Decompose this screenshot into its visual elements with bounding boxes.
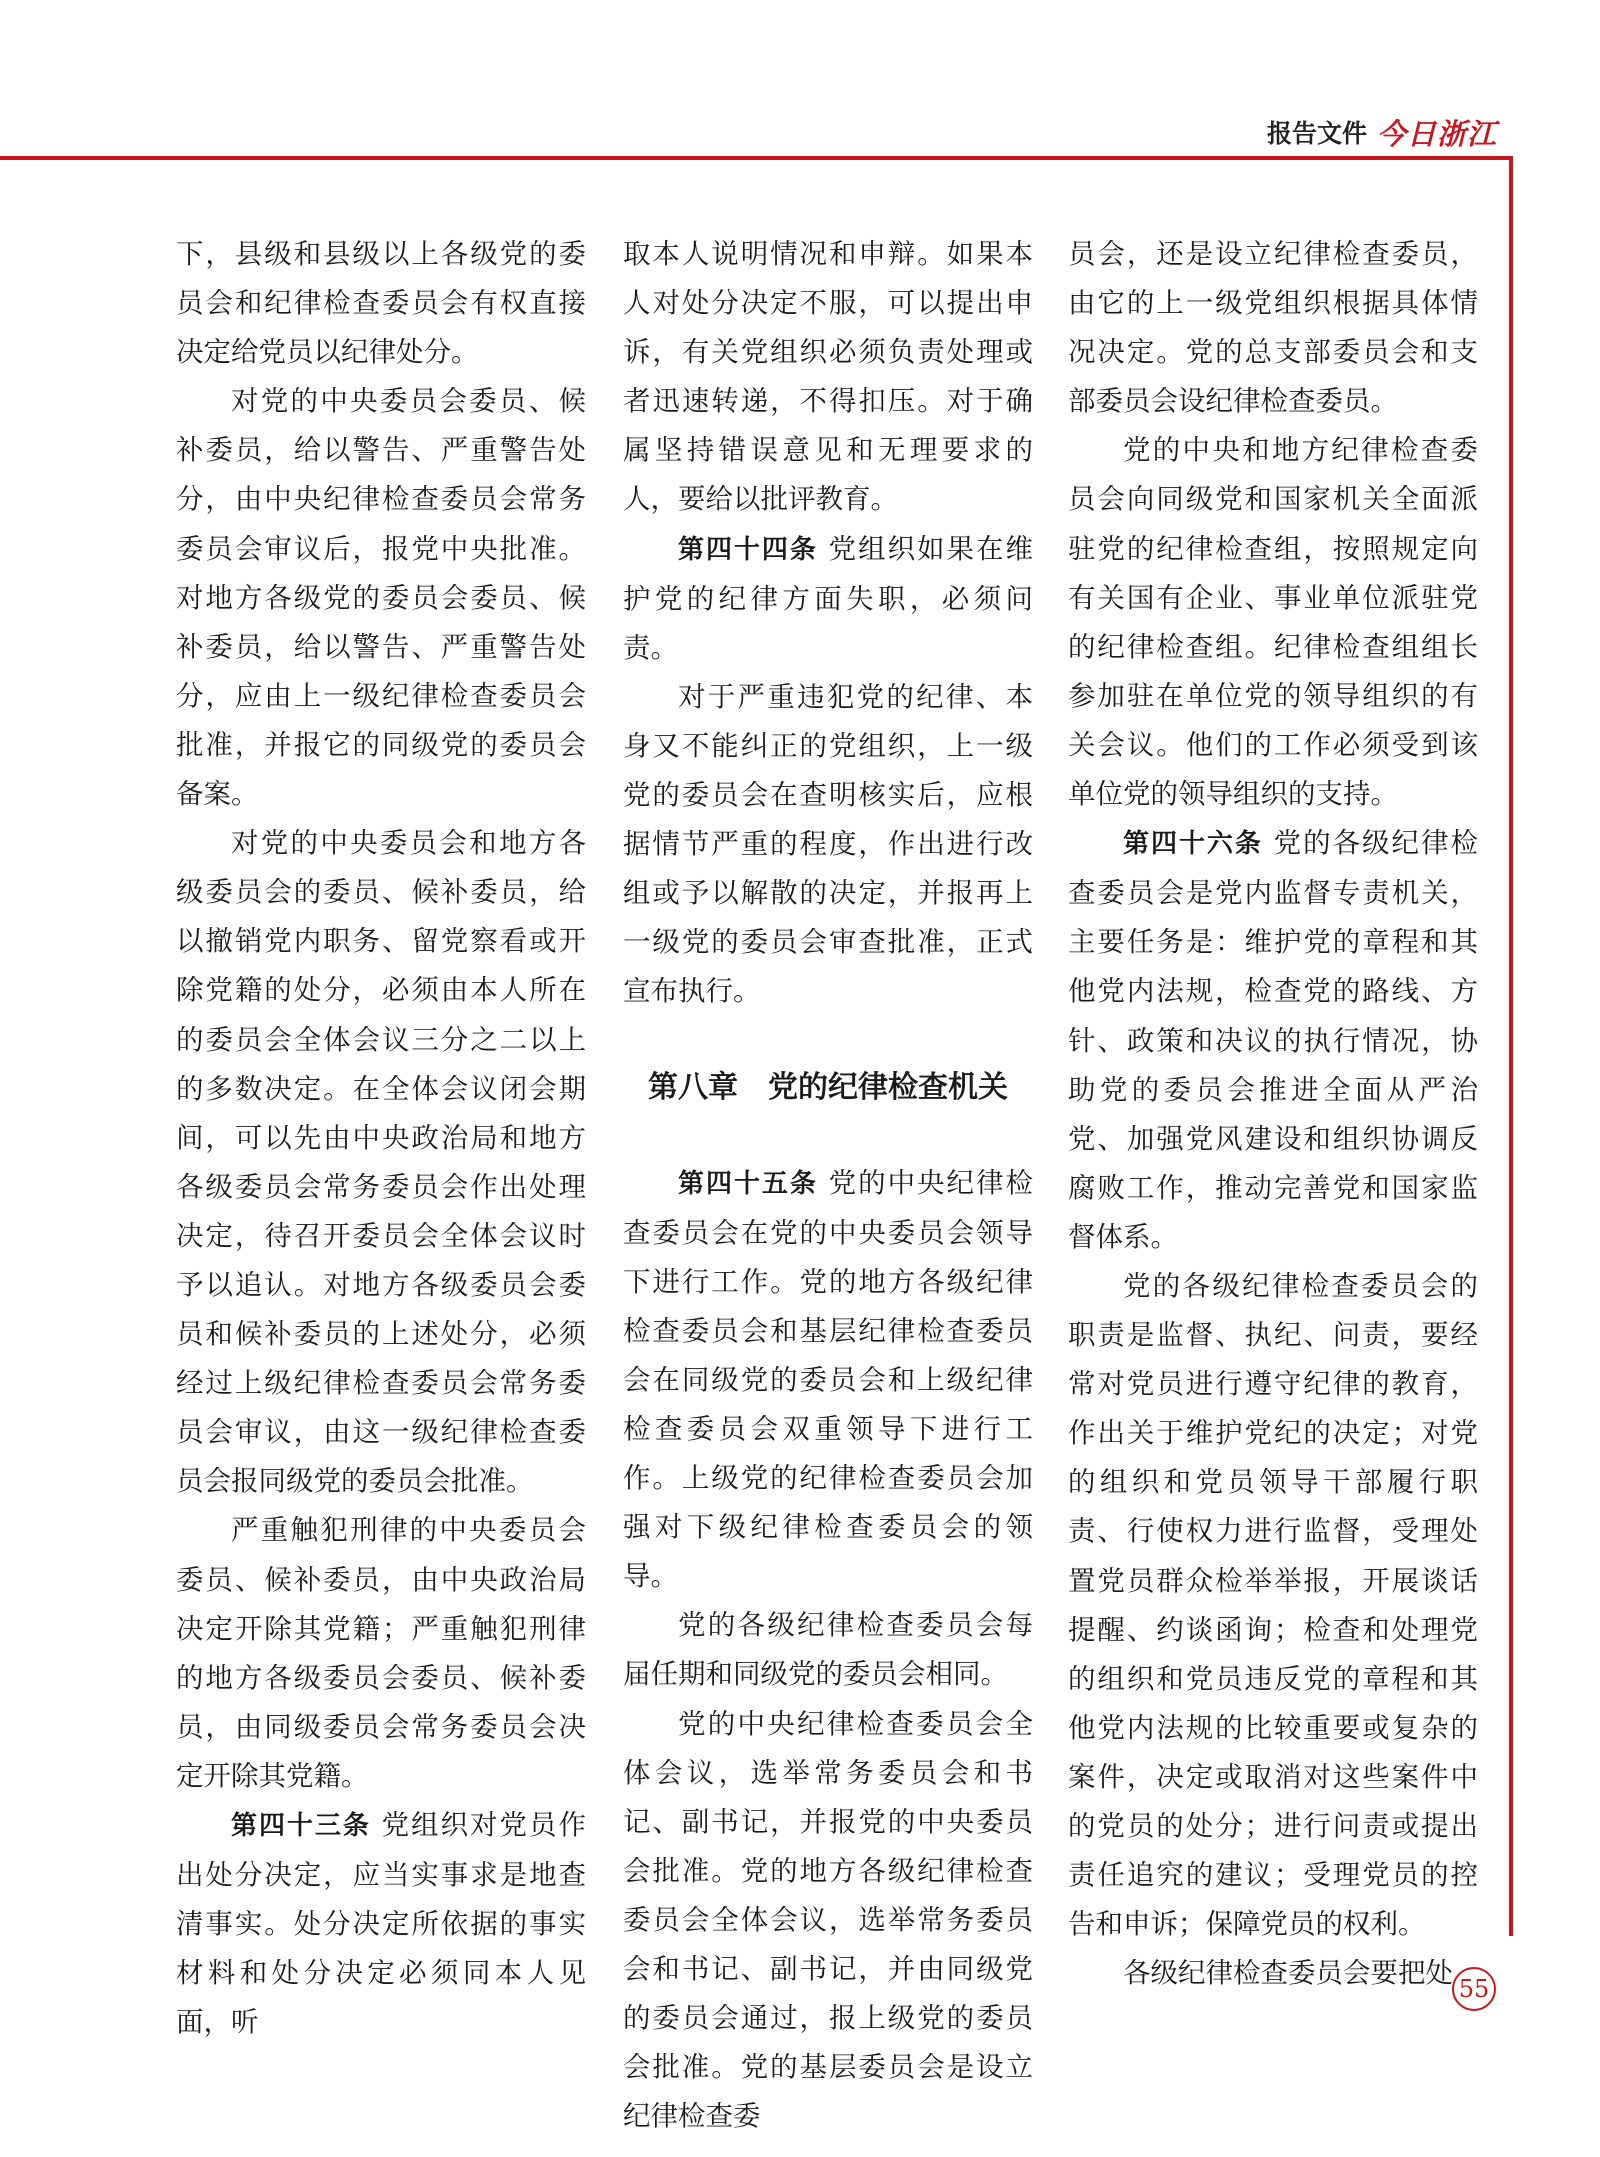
- article-text: 党的各级纪律检查委员会是党内监督专责机关，主要任务是：维护党的章程和其他党内法规，检查党的路线、方针、政策和决议的执行情况，协助党的委员会推进全面从严治党、加强党风建设和组织协调反腐败工作，推动完善党和国家监督体系。: [1068, 827, 1478, 1253]
- article-label: 第四十三条: [231, 1811, 371, 1841]
- article-label: 第四十四条: [678, 534, 818, 565]
- paragraph: 党的各级纪律检查委员会每届任期和同级党的委员会相同。: [623, 1609, 1033, 1691]
- paragraph: 党的各级纪律检查委员会的职责是监督、执纪、问责，要经常对党员进行遵守纪律的教育，作出关于维护党纪的决定；对党的组织和党员领导干部履行职责、行使权力进行监督，受理处置党员群众检举举报，开展谈话提醒、约谈函询；检查和处理党的组织和党员违反党的章程和其他党内法规的比较重要或复杂的案件，决定或取消对这些案件中的党员的处分；进行问责或提出责任追究的建议；受理党员的控告和申诉；保障党员的权利。: [1068, 1269, 1478, 1941]
- side-rule: [1509, 156, 1513, 1936]
- page-number: 55: [1452, 1967, 1496, 2011]
- article-43: [176, 1801, 586, 2047]
- paragraph: 下，县级和县级以上各级党的委员会和纪律检查委员会有权直接决定给党员以纪律处分。: [176, 238, 586, 369]
- article-44: [623, 525, 1033, 673]
- paragraph: 党的中央和地方纪律检查委员会向同级党和国家机关全面派驻党的纪律检查组，按照规定向有关国有企业、事业单位派驻党的纪律检查组。纪律检查组组长参加驻在单位党的领导组织的有关会议。他们的工作必须受到该单位党的领导组织的支持。: [1068, 434, 1478, 811]
- section-name: 报告文件: [1266, 119, 1367, 148]
- article-label: 第四十五条: [678, 1168, 818, 1199]
- paragraph: 对党的中央委员会和地方各级委员会的委员、候补委员，给以撤销党内职务、留党察看或开除党籍的处分，必须由本人所在的委员会全体会议三分之二以上的多数决定。在全体会议闭会期间，可以先由中央政治局和地方各级委员会常务委员会作出处理决定，待召开委员会全体会议时予以追认。对地方各级委员会委员和候补委员的上述处分，必须经过上级纪律检查委员会常务委员会审议，由这一级纪律检查委员会报同级党的委员会批准。: [176, 827, 586, 1498]
- magazine-logo: 今日浙江: [1376, 116, 1497, 151]
- article-label: 第四十六条: [1123, 829, 1263, 860]
- header-rule: [0, 156, 1513, 160]
- paragraph: 党的中央纪律检查委员会全体会议，选举常务委员会和书记、副书记，并报党的中央委员会批准。党的地方各级纪律检查委员会全体会议，选举常务委员会和书记、副书记，并由同级党的委员会通过，报上级党的委员会批准。党的基层委员会是设立纪律检查委: [623, 1707, 1033, 2133]
- article-46: [1068, 819, 1478, 1262]
- paragraph: 对党的中央委员会委员、候补委员，给以警告、严重警告处分，由中央纪律检查委员会常务委员会审议后，报党中央批准。对地方各级党的委员会委员、候补委员，给以警告、严重警告处分，应由上一级纪律检查委员会批准，并报它的同级党的委员会备案。: [176, 385, 586, 811]
- paragraph: 各级纪律检查委员会要把处: [1123, 1957, 1453, 1990]
- article-text: 党组织对党员作出处分决定，应当实事求是地查清事实。处分决定所依据的事实材料和处分决定必须同本人见面，听: [176, 1809, 586, 2039]
- text-column-2: [623, 230, 1033, 2141]
- article-45: [623, 1159, 1033, 1602]
- running-header: [1267, 112, 1497, 152]
- article-text: 党的中央纪律检查委员会在党的中央委员会领导下进行工作。党的地方各级纪律检查委员会和基层纪律检查委员会在同级党的委员会和上级纪律检查委员会双重领导下进行工作。上级党的纪律检查委员会加强对下级纪律检查委员会的领导。: [623, 1166, 1033, 1593]
- chapter-heading: 第八章 党的纪律检查机关: [648, 1069, 1008, 1105]
- article-text: 党组织如果在维护党的纪律方面失职，必须问责。: [623, 532, 1033, 664]
- text-column-1: [176, 230, 586, 2047]
- paragraph: 严重触犯刑律的中央委员会委员、候补委员，由中央政治局决定开除其党籍；严重触犯刑律的地方各级委员会委员、候补委员，由同级委员会常务委员会决定开除其党籍。: [176, 1514, 586, 1792]
- text-column-3: [1068, 230, 1478, 1998]
- paragraph: 员会，还是设立纪律检查委员，由它的上一级党组织根据具体情况决定。党的总支部委员会和支部委员会设纪律检查委员。: [1068, 238, 1478, 418]
- paragraph: 取本人说明情况和申辩。如果本人对处分决定不服，可以提出申诉，有关党组织必须负责处理或者迅速转递，不得扣压。对于确属坚持错误意见和无理要求的人，要给以批评教育。: [623, 238, 1033, 516]
- paragraph: 对于严重违犯党的纪律、本身又不能纠正的党组织，上一级党的委员会在查明核实后，应根据情节严重的程度，作出进行改组或予以解散的决定，并报再上一级党的委员会审查批准，正式宣布执行。: [623, 680, 1033, 1008]
